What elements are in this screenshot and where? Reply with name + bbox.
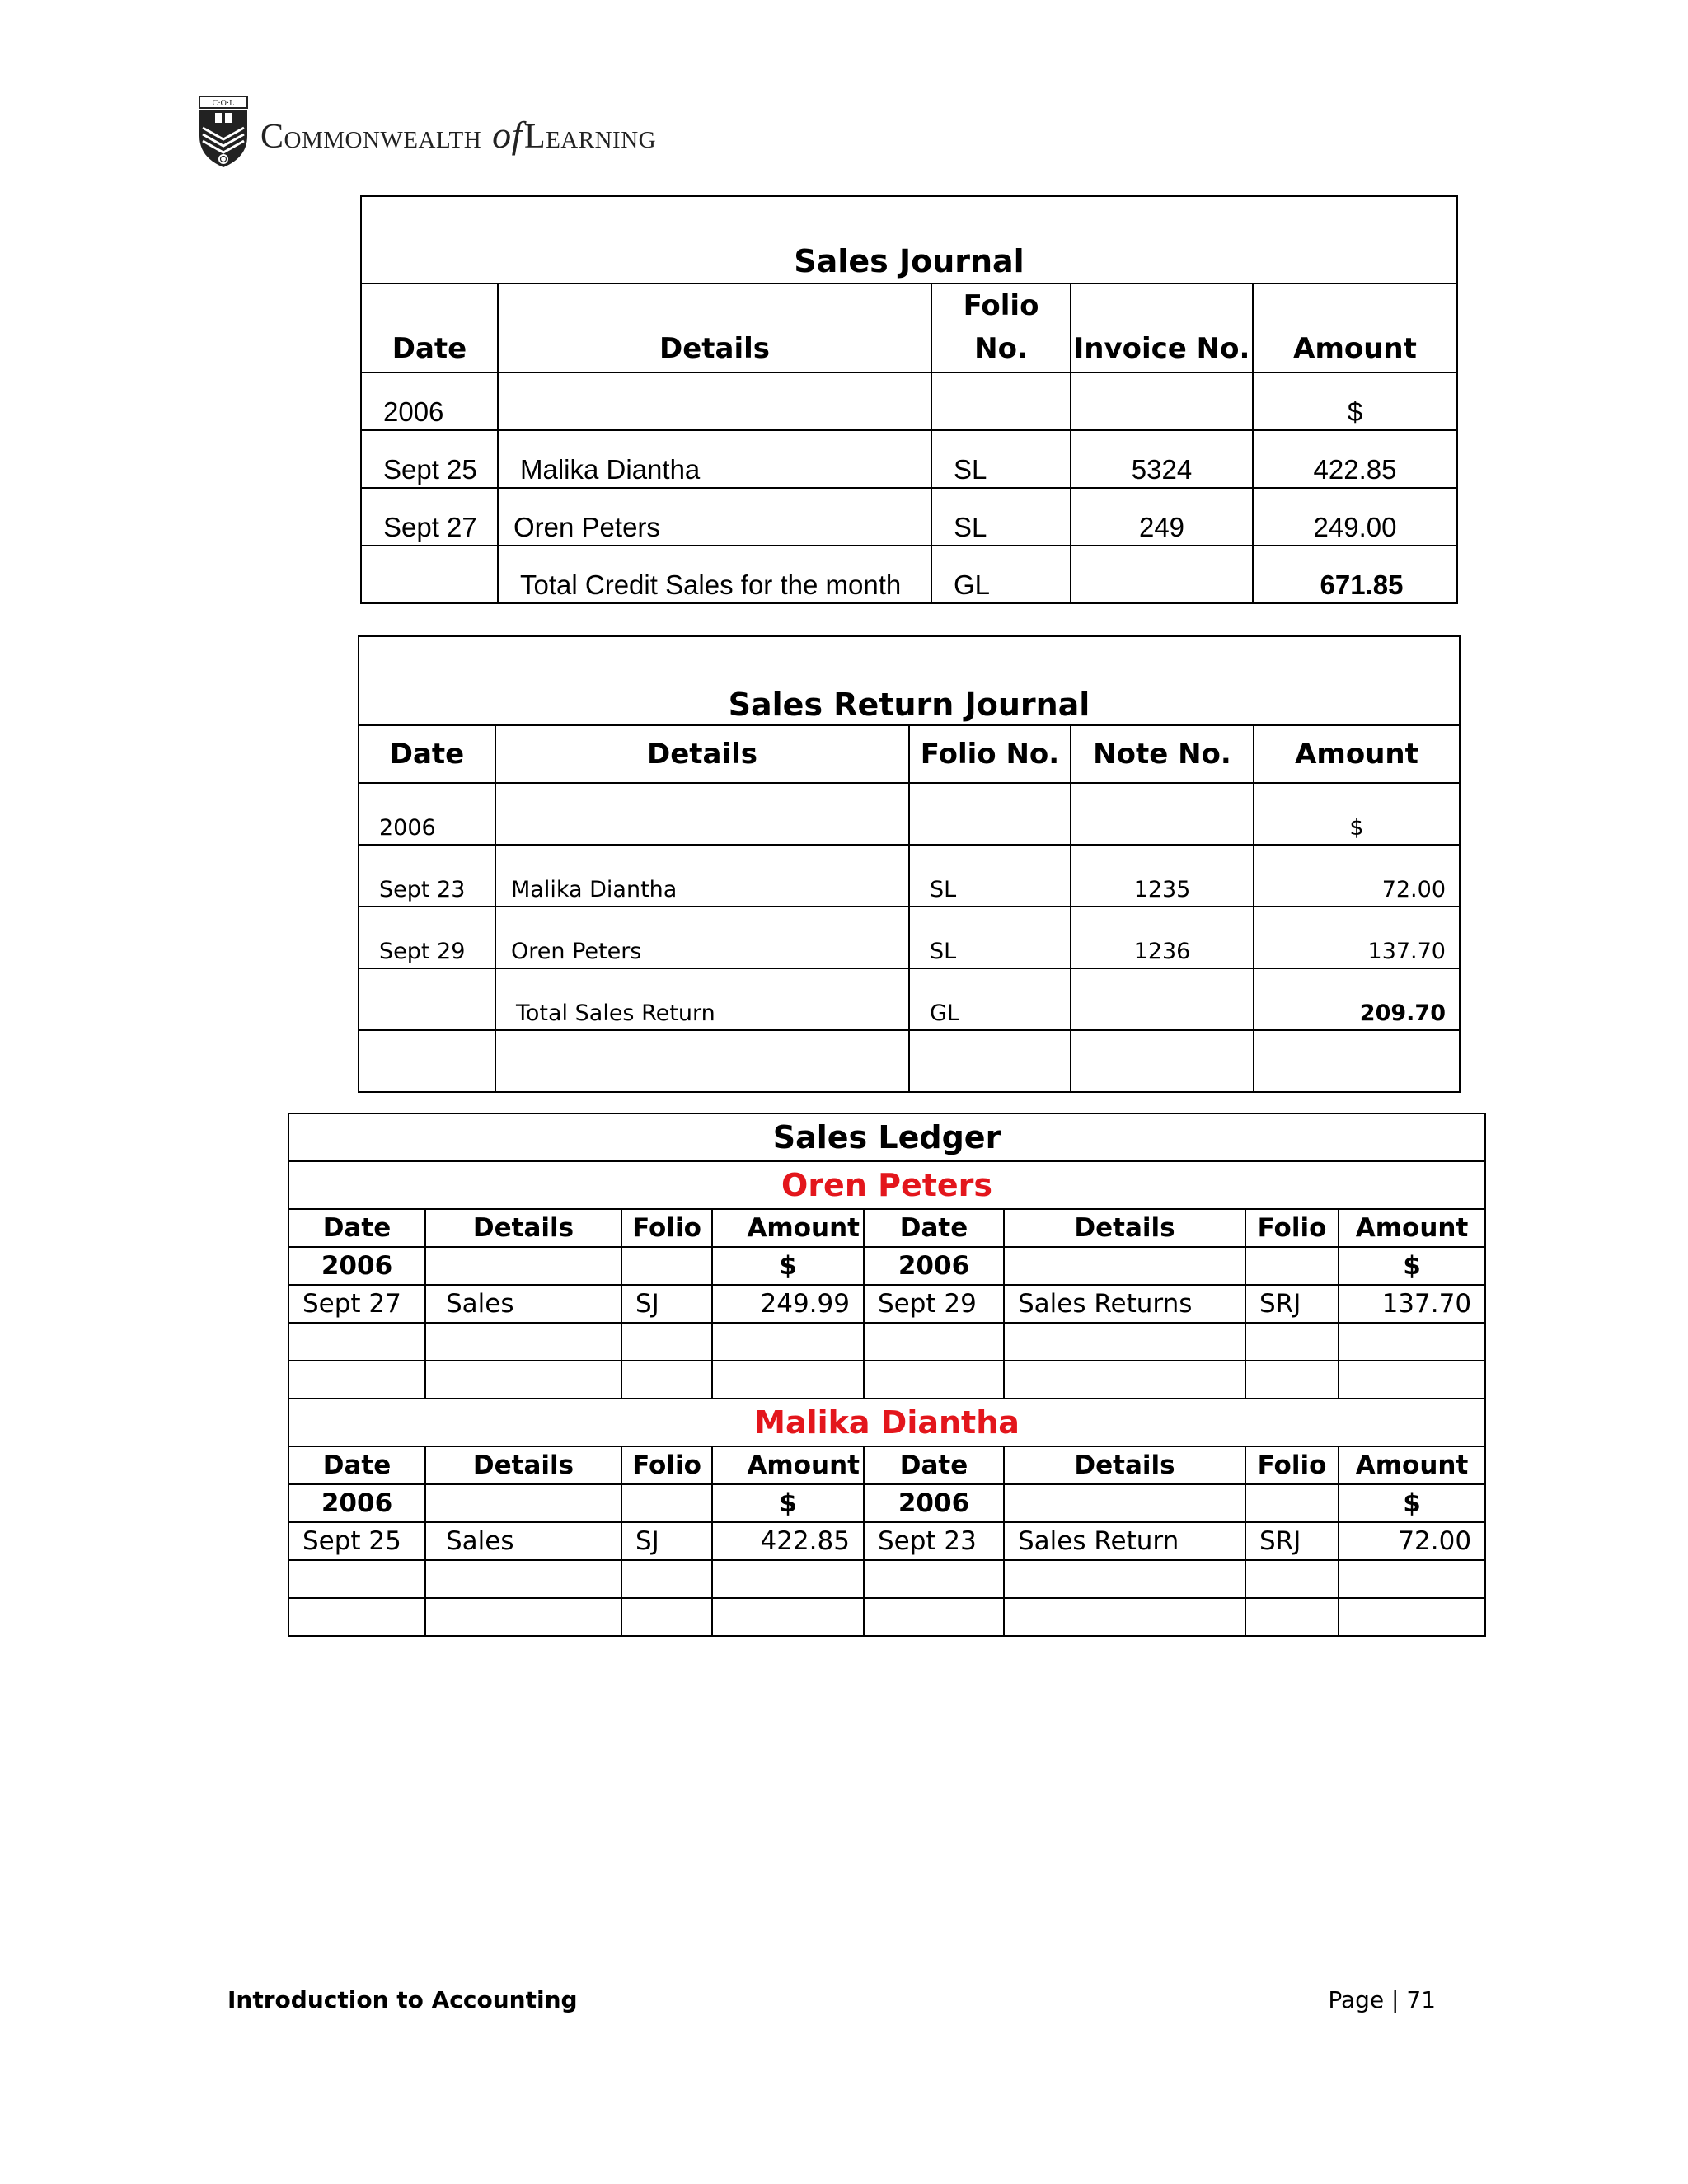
folio-cell: SL	[931, 488, 1071, 546]
col-header-details: Details	[495, 725, 909, 783]
table-row	[361, 488, 1457, 546]
sales-return-journal-table	[358, 635, 1461, 1093]
col-header-amount: Amount	[1254, 725, 1460, 783]
date-cell: Sept 29	[864, 1285, 1004, 1323]
col-header-details: Details	[498, 284, 931, 373]
col-header-date: Date	[864, 1446, 1004, 1484]
folio-cell: GL	[931, 546, 1071, 603]
total-label: Total Credit Sales for the month	[498, 546, 931, 603]
svg-text:C·O·L: C·O·L	[212, 99, 235, 108]
col-header-details: Details	[425, 1446, 621, 1484]
col-header-details: Details	[1004, 1209, 1245, 1247]
details-cell: Oren Peters	[498, 488, 931, 546]
amount-cell: 422.85	[712, 1522, 864, 1560]
sales-return-journal-title: Sales Return Journal	[359, 636, 1460, 725]
currency-cell: $	[712, 1484, 864, 1522]
col-header-details: Details	[425, 1209, 621, 1247]
account-name: Oren Peters	[288, 1161, 1485, 1209]
date-cell: Sept 23	[359, 845, 495, 907]
sales-ledger-title: Sales Ledger	[288, 1113, 1485, 1161]
account-name: Malika Diantha	[288, 1399, 1485, 1446]
sales-journal-header-row	[361, 284, 1457, 373]
table-row	[361, 373, 1457, 430]
folio-cell: SJ	[621, 1285, 712, 1323]
logo-wordmark: Commonwealth ofLearning	[260, 113, 657, 156]
amount-cell: 72.00	[1339, 1522, 1485, 1560]
amount-cell: 422.85	[1253, 430, 1457, 488]
col-header-folio: Folio No.	[909, 725, 1071, 783]
amount-cell: 249.00	[1253, 488, 1457, 546]
ledger-year-row	[288, 1247, 1485, 1285]
year-cell: 2006	[288, 1484, 425, 1522]
total-row	[361, 546, 1457, 603]
table-row	[361, 430, 1457, 488]
amount-cell: 72.00	[1254, 845, 1460, 907]
invoice-cell: 249	[1071, 488, 1253, 546]
col-header-date: Date	[361, 284, 498, 373]
col-header-folio: Folio	[621, 1446, 712, 1484]
col-crest-icon	[195, 95, 252, 169]
total-amount: 209.70	[1254, 968, 1460, 1030]
col-header-note: Note No.	[1071, 725, 1254, 783]
col-header-folio: Folio	[1245, 1209, 1339, 1247]
table-row	[288, 1522, 1485, 1560]
note-cell: 1236	[1071, 907, 1254, 968]
year-cell: 2006	[864, 1484, 1004, 1522]
folio-cell: GL	[909, 968, 1071, 1030]
footer-page-number: Page | 71	[1328, 1986, 1436, 2013]
total-amount: 671.85	[1253, 546, 1457, 603]
folio-cell: SRJ	[1245, 1522, 1339, 1560]
empty-row	[288, 1323, 1485, 1361]
ledger-header-row	[288, 1446, 1485, 1484]
col-header-date: Date	[359, 725, 495, 783]
col-header-folio: Folio	[621, 1209, 712, 1247]
col-header-folio: Folio	[1245, 1446, 1339, 1484]
currency-cell: $	[1254, 783, 1460, 845]
total-row	[359, 968, 1460, 1030]
commonwealth-of-learning-logo	[195, 94, 656, 170]
date-cell: Sept 27	[288, 1285, 425, 1323]
col-header-amount: Amount	[1339, 1209, 1485, 1247]
year-cell: 2006	[361, 373, 498, 430]
details-cell: Malika Diantha	[498, 430, 931, 488]
ledger-header-row	[288, 1209, 1485, 1247]
col-header-details: Details	[1004, 1446, 1245, 1484]
details-cell: Sales Return	[1004, 1522, 1245, 1560]
sales-return-journal-header-row	[359, 725, 1460, 783]
col-header-invoice: Invoice No.	[1071, 284, 1253, 373]
table-row	[359, 783, 1460, 845]
date-cell: Sept 27	[361, 488, 498, 546]
footer-course-title: Introduction to Accounting	[227, 1986, 578, 2013]
note-cell: 1235	[1071, 845, 1254, 907]
date-cell: Sept 25	[288, 1522, 425, 1560]
sales-journal-table	[360, 195, 1458, 604]
date-cell: Sept 23	[864, 1522, 1004, 1560]
details-cell: Oren Peters	[495, 907, 909, 968]
amount-cell: 249.99	[712, 1285, 864, 1323]
amount-cell: 137.70	[1254, 907, 1460, 968]
details-cell: Sales	[425, 1522, 621, 1560]
col-header-amount: Amount	[712, 1446, 864, 1484]
date-cell: Sept 25	[361, 430, 498, 488]
total-label: Total Sales Return	[495, 968, 909, 1030]
sales-journal-title: Sales Journal	[361, 196, 1457, 284]
empty-row	[288, 1598, 1485, 1636]
table-row	[359, 845, 1460, 907]
year-cell: 2006	[359, 783, 495, 845]
year-cell: 2006	[288, 1247, 425, 1285]
col-header-date: Date	[288, 1209, 425, 1247]
table-row	[359, 907, 1460, 968]
empty-row	[288, 1560, 1485, 1598]
currency-cell: $	[1339, 1484, 1485, 1522]
details-cell: Sales Returns	[1004, 1285, 1245, 1323]
ledger-year-row	[288, 1484, 1485, 1522]
col-header-folio: Folio No.	[931, 284, 1071, 373]
table-row	[288, 1285, 1485, 1323]
invoice-cell: 5324	[1071, 430, 1253, 488]
amount-cell: 137.70	[1339, 1285, 1485, 1323]
date-cell: Sept 29	[359, 907, 495, 968]
sales-ledger-table	[288, 1113, 1486, 1637]
col-header-amount: Amount	[1253, 284, 1457, 373]
currency-cell: $	[1339, 1247, 1485, 1285]
year-cell: 2006	[864, 1247, 1004, 1285]
currency-cell: $	[1253, 373, 1457, 430]
folio-cell: SJ	[621, 1522, 712, 1560]
currency-cell: $	[712, 1247, 864, 1285]
folio-cell: SL	[931, 430, 1071, 488]
col-header-amount: Amount	[712, 1209, 864, 1247]
folio-cell: SL	[909, 845, 1071, 907]
folio-cell: SRJ	[1245, 1285, 1339, 1323]
folio-cell: SL	[909, 907, 1071, 968]
details-cell: Malika Diantha	[495, 845, 909, 907]
empty-row	[288, 1361, 1485, 1399]
col-header-amount: Amount	[1339, 1446, 1485, 1484]
col-header-date: Date	[864, 1209, 1004, 1247]
col-header-date: Date	[288, 1446, 425, 1484]
details-cell: Sales	[425, 1285, 621, 1323]
empty-row	[359, 1030, 1460, 1092]
